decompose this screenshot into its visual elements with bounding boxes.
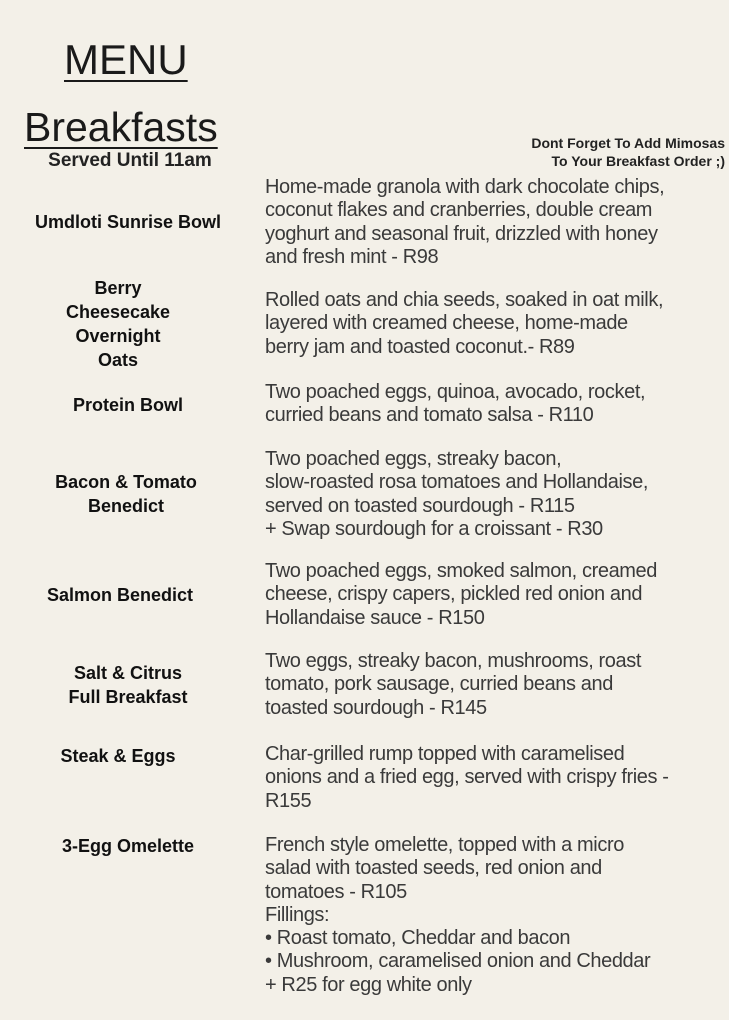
item-description <box>265 176 664 269</box>
description-line: onions and a fried egg, served with crispy fries - <box>265 766 669 789</box>
description-line: coconut flakes and cranberries, double cream <box>265 199 653 222</box>
description-line: Two poached eggs, smoked salmon, creamed <box>265 560 657 582</box>
item-name <box>8 276 228 372</box>
item-name-line: 3-Egg Omelette <box>61 836 195 856</box>
description-line: Hollandaise sauce - R150 <box>265 606 485 629</box>
description-line: slow-roasted rosa tomatoes and Hollandaise, <box>265 471 649 494</box>
item-description <box>265 560 657 630</box>
item-description <box>265 743 669 813</box>
item-name-line: Cheesecake <box>65 302 171 322</box>
item-name <box>10 583 230 607</box>
note-line: To Your Breakfast Order ;) <box>551 153 725 169</box>
description-line: Two poached eggs, quinoa, avocado, rocket, <box>265 381 646 403</box>
description-line: French style omelette, topped with a micro <box>265 834 624 856</box>
description-line: curried beans and tomato salsa - R110 <box>265 404 594 427</box>
item-description <box>265 381 645 428</box>
note-line: Dont Forget To Add Mimosas <box>531 135 725 151</box>
description-line: Home-made granola with dark chocolate chips, <box>265 176 665 198</box>
item-name <box>18 661 238 709</box>
item-name <box>18 393 238 417</box>
item-name-line: Salt & Citrus <box>73 663 183 683</box>
description-line: layered with creamed cheese, home-made <box>265 312 628 335</box>
item-name-line: Oats <box>97 350 139 370</box>
item-name <box>16 470 236 518</box>
item-name-line: Protein Bowl <box>72 395 183 415</box>
mimosa-note <box>531 134 725 170</box>
description-line: toasted sourdough - R145 <box>265 696 487 719</box>
item-name <box>18 834 238 858</box>
item-name-line: Overnight <box>75 326 161 346</box>
description-line: salad with toasted seeds, red onion and <box>265 857 602 880</box>
description-line: yoghurt and seasonal fruit, drizzled with honey <box>265 222 658 245</box>
description-line: • Roast tomato, Cheddar and bacon <box>265 927 571 950</box>
menu-title: MENU <box>64 36 188 83</box>
section-title: Breakfasts <box>24 104 218 150</box>
item-name-line: Steak & Eggs <box>60 746 176 766</box>
description-line: Two poached eggs, streaky bacon, <box>265 448 562 470</box>
item-name <box>18 210 238 234</box>
item-name-line: Berry <box>94 278 142 298</box>
description-line: • Mushroom, caramelised onion and Cheddar <box>265 950 651 973</box>
item-name-line: Umdloti Sunrise Bowl <box>34 212 221 232</box>
item-name-line: Salmon Benedict <box>46 585 194 605</box>
description-line: berry jam and toasted coconut.- R89 <box>265 335 575 358</box>
description-line: + R25 for egg white only <box>265 973 472 996</box>
description-line: tomato, pork sausage, curried beans and <box>265 673 613 696</box>
item-name <box>8 744 228 768</box>
description-line: served on toasted sourdough - R115 <box>265 494 575 517</box>
item-description <box>265 448 648 541</box>
item-name-line: Bacon & Tomato <box>55 472 197 492</box>
description-line: Two eggs, streaky bacon, mushrooms, roast <box>265 650 641 672</box>
description-line: + Swap sourdough for a croissant - R30 <box>265 517 603 540</box>
served-until: Served Until 11am <box>48 150 212 171</box>
description-line: R155 <box>265 789 312 812</box>
item-name-line: Benedict <box>87 496 165 516</box>
item-description <box>265 834 650 997</box>
description-line: Char-grilled rump topped with caramelised <box>265 743 625 765</box>
item-name-line: Full Breakfast <box>68 687 188 707</box>
description-line: and fresh mint - R98 <box>265 245 439 268</box>
item-description <box>265 289 663 359</box>
description-line: cheese, crispy capers, pickled red onion and <box>265 583 643 606</box>
item-description <box>265 650 641 720</box>
description-line: tomatoes - R105 <box>265 880 407 903</box>
description-line: Rolled oats and chia seeds, soaked in oat milk, <box>265 289 664 311</box>
description-line: Fillings: <box>265 903 330 926</box>
